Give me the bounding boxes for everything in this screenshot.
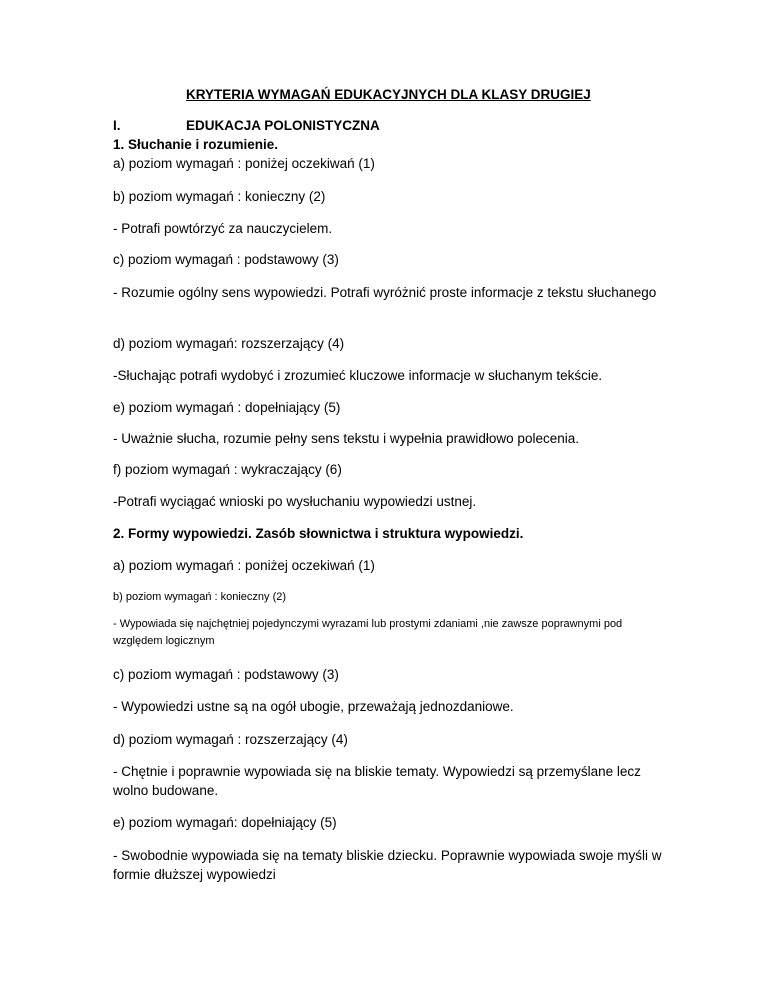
part1-level-d: d) poziom wymagań: rozszerzający (4) — [113, 336, 345, 351]
part1-level-e-desc: - Uważnie słucha, rozumie pełny sens tekstu i wypełnia prawidłowo polecenia. — [113, 431, 579, 446]
part2-level-d-desc: - Chętnie i poprawnie wypowiada się na bliskie tematy. Wypowiedzi są przemyślane lecz wolno budowane. — [113, 764, 641, 798]
part2-level-b-desc: - Wypowiada się najchętniej pojedynczymi wyrazami lub prostymi zdaniami ,nie zawsze poprawnymi pod względem logicznym — [113, 618, 623, 647]
part1-level-a: a) poziom wymagań : poniżej oczekiwań (1) — [113, 156, 375, 171]
part2-level-b: b) poziom wymagań : konieczny (2) — [113, 591, 287, 603]
part2-heading: 2. Formy wypowiedzi. Zasób słownictwa i struktura wypowiedzi. — [113, 526, 524, 541]
part1-level-f: f) poziom wymagań : wykraczający (6) — [113, 462, 342, 477]
part1-level-e: e) poziom wymagań : dopełniający (5) — [113, 400, 341, 415]
part1-level-b: b) poziom wymagań : konieczny (2) — [113, 189, 326, 204]
part1-level-c-desc: - Rozumie ogólny sens wypowiedzi. Potrafi wyróżnić proste informacje z tekstu słuchanego — [113, 285, 657, 300]
section-number: I. — [113, 118, 121, 133]
part1-level-d-desc: -Słuchając potrafi wydobyć i zrozumieć kluczowe informacje w słuchanym tekście. — [113, 368, 603, 383]
part2-level-c: c) poziom wymagań : podstawowy (3) — [113, 667, 339, 682]
part2-level-e-desc: - Swobodnie wypowiada się na tematy bliskie dziecku. Poprawnie wypowiada swoje myśli w formie dłuższej wypowiedzi — [113, 848, 662, 882]
part1-level-c: c) poziom wymagań : podstawowy (3) — [113, 252, 339, 267]
section-title: EDUKACJA POLONISTYCZNA — [186, 118, 380, 133]
part2-level-c-desc: - Wypowiedzi ustne są na ogół ubogie, przeważają jednozdaniowe. — [113, 699, 514, 714]
part1-heading: 1. Słuchanie i rozumienie. — [113, 137, 279, 152]
part1-level-f-desc: -Potrafi wyciągać wnioski po wysłuchaniu wypowiedzi ustnej. — [113, 494, 477, 509]
part1-level-b-desc: - Potrafi powtórzyć za nauczycielem. — [113, 221, 333, 236]
part2-level-e: e) poziom wymagań: dopełniający (5) — [113, 815, 337, 830]
document-title: KRYTERIA WYMAGAŃ EDUKACYJNYCH DLA KLASY DRUGIEJ — [186, 87, 591, 102]
part2-level-a: a) poziom wymagań : poniżej oczekiwań (1) — [113, 558, 375, 573]
part2-level-d: d) poziom wymagań : rozszerzający (4) — [113, 732, 348, 747]
